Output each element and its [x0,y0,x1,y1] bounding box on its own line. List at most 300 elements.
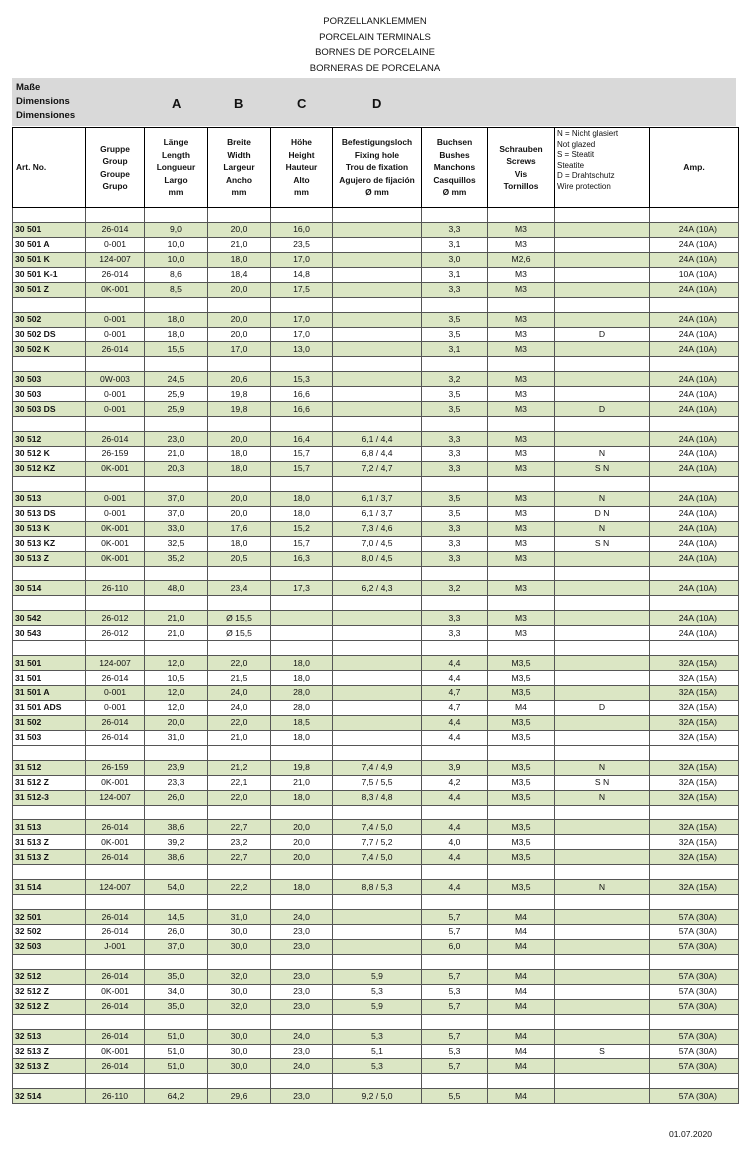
screws-cell: M3,5 [488,775,555,790]
spacer-cell [13,566,86,581]
spacer-cell [208,641,271,656]
height-cell: 18,0 [271,880,333,895]
fixing-hole-cell [333,237,422,252]
bushes-cell: 3,3 [422,432,488,447]
screws-cell: M4 [488,700,555,715]
table-row [13,237,739,252]
spacer-cell [333,895,422,910]
width-cell: 18,0 [208,461,271,476]
fixing-hole-cell: 5,3 [333,984,422,999]
bushes-cell: 3,5 [422,327,488,342]
spacer-cell [555,417,650,432]
note-cell [555,686,650,701]
width-cell: 31,0 [208,910,271,925]
length-cell: 48,0 [145,581,208,596]
width-cell: 20,0 [208,506,271,521]
group-cell: 26-110 [86,1089,145,1104]
fixing-hole-cell [333,327,422,342]
table-row [13,372,739,387]
amp-cell: 57A (30A) [650,969,739,984]
screws-cell: M3 [488,581,555,596]
group-cell: 0K-001 [86,521,145,536]
amp-cell: 32A (15A) [650,715,739,730]
spacer-cell [13,641,86,656]
table-spacer-row [13,208,739,223]
amp-cell: 24A (10A) [650,387,739,402]
width-cell: 19,8 [208,387,271,402]
amp-cell: 32A (15A) [650,775,739,790]
table-row [13,626,739,641]
width-cell: 21,5 [208,671,271,686]
art-no-cell: 31 502 [13,715,86,730]
spacer-cell [422,1074,488,1089]
art-no-cell: 30 513 Z [13,551,86,566]
table-row [13,222,739,237]
table-spacer-row [13,865,739,880]
spacer-cell [208,1074,271,1089]
header-art-no: Art. No. [13,128,86,208]
table-row [13,581,739,596]
spacer-cell [555,357,650,372]
amp-cell: 32A (15A) [650,700,739,715]
amp-cell: 24A (10A) [650,432,739,447]
art-no-cell: 30 501 Z [13,282,86,297]
table-row [13,969,739,984]
screws-cell: M3,5 [488,730,555,745]
height-cell: 23,0 [271,1089,333,1104]
group-cell: 0K-001 [86,551,145,566]
group-cell: 26-014 [86,267,145,282]
amp-cell: 24A (10A) [650,372,739,387]
fixing-hole-cell [333,715,422,730]
art-no-cell: 32 512 [13,969,86,984]
spacer-cell [488,297,555,312]
screws-cell: M4 [488,925,555,940]
spacer-cell [13,1014,86,1029]
spacer-cell [145,357,208,372]
width-cell: 29,6 [208,1089,271,1104]
note-cell [555,581,650,596]
height-cell: 14,8 [271,267,333,282]
height-cell: 20,0 [271,835,333,850]
spacer-cell [488,954,555,969]
bushes-cell: 4,4 [422,880,488,895]
amp-cell: 10A (10A) [650,267,739,282]
header-screws: Schrauben Screws Vis Tornillos [488,128,555,208]
table-row [13,461,739,476]
document-title-block [0,14,750,76]
fixing-hole-cell: 5,9 [333,999,422,1014]
width-cell: 20,6 [208,372,271,387]
length-cell: 12,0 [145,656,208,671]
length-cell: 23,9 [145,760,208,775]
group-cell: 26-014 [86,1029,145,1044]
amp-cell: 57A (30A) [650,1059,739,1074]
spacer-cell [422,1014,488,1029]
height-cell: 23,0 [271,969,333,984]
fixing-hole-cell: 7,0 / 4,5 [333,536,422,551]
amp-cell: 24A (10A) [650,536,739,551]
width-cell: 24,0 [208,700,271,715]
group-cell: 26-014 [86,222,145,237]
spacer-cell [13,865,86,880]
art-no-cell: 32 503 [13,939,86,954]
length-cell: 8,5 [145,282,208,297]
height-cell: 18,0 [271,656,333,671]
bushes-cell: 4,7 [422,700,488,715]
spacer-cell [422,745,488,760]
spacer-cell [13,954,86,969]
art-no-cell: 30 501 A [13,237,86,252]
title-en: PORCELAIN TERMINALS [319,31,431,43]
spacer-cell [555,641,650,656]
art-no-cell: 30 513 [13,491,86,506]
group-cell: 26-014 [86,969,145,984]
spacer-cell [145,1014,208,1029]
table-row [13,387,739,402]
note-cell: N [555,521,650,536]
spacer-cell [422,641,488,656]
height-cell: 28,0 [271,700,333,715]
bushes-cell: 3,5 [422,402,488,417]
length-cell: 37,0 [145,491,208,506]
fixing-hole-cell: 6,1 / 3,7 [333,506,422,521]
table-spacer-row [13,297,739,312]
art-no-cell: 31 513 [13,820,86,835]
spacer-cell [422,596,488,611]
screws-cell: M4 [488,969,555,984]
fixing-hole-cell [333,730,422,745]
screws-cell: M3 [488,447,555,462]
spacer-cell [650,417,739,432]
spacer-cell [13,895,86,910]
spacer-cell [650,297,739,312]
note-cell [555,1089,650,1104]
width-cell: 19,8 [208,402,271,417]
spacer-cell [145,297,208,312]
amp-cell: 24A (10A) [650,461,739,476]
bushes-cell: 4,4 [422,850,488,865]
length-cell: 10,0 [145,252,208,267]
spacer-cell [555,297,650,312]
note-cell: S N [555,461,650,476]
screws-cell: M3 [488,506,555,521]
screws-cell: M3,5 [488,790,555,805]
spacer-cell [145,641,208,656]
note-cell [555,387,650,402]
width-cell: 21,0 [208,730,271,745]
group-cell: 26-014 [86,850,145,865]
spacer-cell [555,805,650,820]
width-cell: 23,2 [208,835,271,850]
art-no-cell: 30 512 KZ [13,461,86,476]
amp-cell: 24A (10A) [650,611,739,626]
bushes-cell: 3,9 [422,760,488,775]
note-cell [555,611,650,626]
screws-cell: M3 [488,342,555,357]
spacer-cell [208,297,271,312]
height-cell: 23,0 [271,1044,333,1059]
height-cell: 17,0 [271,312,333,327]
length-cell: 21,0 [145,611,208,626]
height-cell: 24,0 [271,1059,333,1074]
spacer-cell [13,596,86,611]
screws-cell: M3 [488,551,555,566]
length-cell: 51,0 [145,1029,208,1044]
bushes-cell: 4,4 [422,730,488,745]
group-cell: 0K-001 [86,835,145,850]
fixing-hole-cell [333,312,422,327]
spacer-cell [86,805,145,820]
screws-cell: M4 [488,1089,555,1104]
table-row [13,1029,739,1044]
fixing-hole-cell: 7,5 / 5,5 [333,775,422,790]
spacer-cell [13,297,86,312]
screws-cell: M3,5 [488,715,555,730]
spacer-cell [86,1074,145,1089]
bushes-cell: 6,0 [422,939,488,954]
fixing-hole-cell [333,910,422,925]
group-cell: 26-012 [86,611,145,626]
group-cell: 0-001 [86,387,145,402]
height-cell: 19,8 [271,760,333,775]
amp-cell: 24A (10A) [650,521,739,536]
length-cell: 35,0 [145,969,208,984]
fixing-hole-cell: 8,0 / 4,5 [333,551,422,566]
note-cell [555,984,650,999]
table-row [13,506,739,521]
table-row [13,715,739,730]
amp-cell: 24A (10A) [650,402,739,417]
dimension-letter-d: D [372,96,382,111]
spacer-cell [555,596,650,611]
height-cell: 23,0 [271,925,333,940]
spacer-cell [422,208,488,223]
spacer-cell [86,865,145,880]
screws-cell: M3 [488,432,555,447]
note-cell [555,925,650,940]
width-cell: 21,0 [208,237,271,252]
amp-cell: 24A (10A) [650,626,739,641]
fixing-hole-cell [333,611,422,626]
amp-cell: 57A (30A) [650,1089,739,1104]
height-cell: 20,0 [271,850,333,865]
bushes-cell: 5,7 [422,925,488,940]
amp-cell: 57A (30A) [650,1029,739,1044]
art-no-cell: 31 512 [13,760,86,775]
art-no-cell: 30 501 [13,222,86,237]
spacer-cell [422,476,488,491]
art-no-cell: 31 501 A [13,686,86,701]
spacer-cell [555,954,650,969]
length-cell: 23,0 [145,432,208,447]
amp-cell: 24A (10A) [650,282,739,297]
note-cell [555,1059,650,1074]
spacer-cell [650,641,739,656]
screws-cell: M4 [488,1059,555,1074]
height-cell: 16,4 [271,432,333,447]
spacer-cell [145,596,208,611]
screws-cell: M4 [488,984,555,999]
height-cell: 15,7 [271,447,333,462]
art-no-cell: 30 503 [13,372,86,387]
length-cell: 23,3 [145,775,208,790]
group-cell: 0K-001 [86,536,145,551]
art-no-cell: 30 503 DS [13,402,86,417]
fixing-hole-cell: 5,3 [333,1059,422,1074]
table-spacer-row [13,641,739,656]
spacer-cell [86,417,145,432]
height-cell: 18,5 [271,715,333,730]
height-cell: 17,5 [271,282,333,297]
spacer-cell [333,954,422,969]
width-cell: 17,0 [208,342,271,357]
note-cell [555,939,650,954]
screws-cell: M3 [488,402,555,417]
spacer-cell [145,745,208,760]
length-cell: 21,0 [145,447,208,462]
screws-cell: M3 [488,521,555,536]
length-cell: 51,0 [145,1044,208,1059]
table-spacer-row [13,596,739,611]
amp-cell: 57A (30A) [650,1044,739,1059]
bushes-cell: 5,7 [422,999,488,1014]
spacer-cell [488,208,555,223]
note-cell: N [555,447,650,462]
spacer-cell [333,417,422,432]
table-row [13,671,739,686]
group-cell: 0-001 [86,506,145,521]
spacer-cell [650,745,739,760]
spacer-cell [333,865,422,880]
spacer-cell [555,1014,650,1029]
table-row [13,925,739,940]
height-cell: 20,0 [271,820,333,835]
bushes-cell: 3,0 [422,252,488,267]
terminals-table [12,127,739,1104]
length-cell: 38,6 [145,820,208,835]
length-cell: 12,0 [145,700,208,715]
art-no-cell: 31 501 [13,656,86,671]
fixing-hole-cell: 7,4 / 5,0 [333,850,422,865]
length-cell: 18,0 [145,327,208,342]
spacer-cell [422,895,488,910]
note-cell [555,342,650,357]
table-body [13,208,739,1104]
height-cell: 17,0 [271,252,333,267]
group-cell: 26-014 [86,342,145,357]
length-cell: 20,3 [145,461,208,476]
table-row [13,447,739,462]
length-cell: 35,0 [145,999,208,1014]
spacer-cell [555,1074,650,1089]
width-cell: 20,0 [208,432,271,447]
art-no-cell: 30 542 [13,611,86,626]
spacer-cell [13,417,86,432]
spacer-cell [650,954,739,969]
width-cell: Ø 15,5 [208,611,271,626]
width-cell: 32,0 [208,969,271,984]
table-spacer-row [13,1014,739,1029]
bushes-cell: 3,3 [422,536,488,551]
art-no-cell: 32 513 [13,1029,86,1044]
table-row [13,700,739,715]
note-cell [555,312,650,327]
spacer-cell [422,297,488,312]
bushes-cell: 3,1 [422,342,488,357]
spacer-cell [650,208,739,223]
spacer-cell [145,417,208,432]
amp-cell: 24A (10A) [650,342,739,357]
fixing-hole-cell [333,222,422,237]
width-cell: 22,2 [208,880,271,895]
spacer-cell [333,566,422,581]
note-cell [555,910,650,925]
note-cell: D N [555,506,650,521]
table-row [13,611,739,626]
table-spacer-row [13,805,739,820]
art-no-cell: 30 513 KZ [13,536,86,551]
length-cell: 8,6 [145,267,208,282]
bushes-cell: 3,3 [422,626,488,641]
height-cell: 18,0 [271,730,333,745]
amp-cell: 32A (15A) [650,671,739,686]
art-no-cell: 30 501 K-1 [13,267,86,282]
table-row [13,1044,739,1059]
spacer-cell [271,745,333,760]
height-cell: 18,0 [271,491,333,506]
height-cell: 15,2 [271,521,333,536]
bushes-cell: 3,5 [422,491,488,506]
amp-cell: 24A (10A) [650,506,739,521]
note-cell: D [555,402,650,417]
dimension-letter-b: B [234,96,244,111]
bushes-cell: 3,3 [422,282,488,297]
height-cell: 15,7 [271,536,333,551]
group-cell: 0-001 [86,700,145,715]
spacer-cell [650,1014,739,1029]
table-row [13,656,739,671]
spacer-cell [650,566,739,581]
screws-cell: M4 [488,910,555,925]
table-row [13,402,739,417]
art-no-cell: 31 514 [13,880,86,895]
spacer-cell [13,745,86,760]
screws-cell: M3,5 [488,850,555,865]
fixing-hole-cell: 7,4 / 5,0 [333,820,422,835]
height-cell: 16,6 [271,402,333,417]
spacer-cell [650,596,739,611]
width-cell: Ø 15,5 [208,626,271,641]
spacer-cell [145,895,208,910]
width-cell: 30,0 [208,1044,271,1059]
table-row [13,267,739,282]
fixing-hole-cell [333,342,422,357]
art-no-cell: 31 501 ADS [13,700,86,715]
art-no-cell: 30 502 [13,312,86,327]
screws-cell: M3 [488,312,555,327]
spacer-cell [208,417,271,432]
amp-cell: 24A (10A) [650,491,739,506]
amp-cell: 32A (15A) [650,835,739,850]
spacer-cell [145,208,208,223]
width-cell: 22,0 [208,656,271,671]
height-cell: 28,0 [271,686,333,701]
width-cell: 24,0 [208,686,271,701]
spacer-cell [650,357,739,372]
group-cell: 26-014 [86,1059,145,1074]
length-cell: 33,0 [145,521,208,536]
